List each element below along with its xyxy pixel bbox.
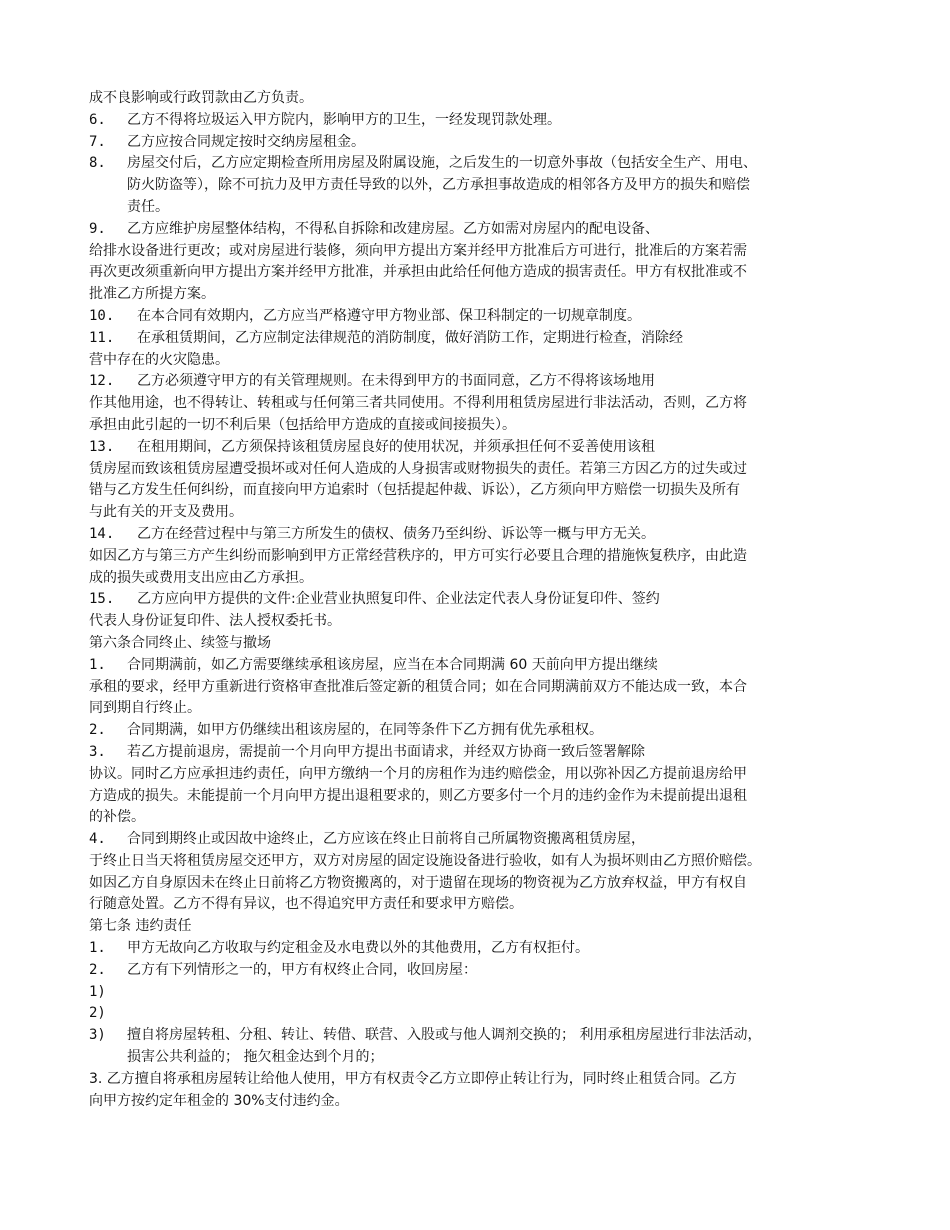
document-line bbox=[89, 393, 869, 415]
document-line bbox=[89, 1091, 869, 1113]
line-text: 在本合同有效期内，乙方应当严格遵守甲方物业部、保卫科制定的一切规章制度。 bbox=[137, 307, 641, 324]
line-text: 合同期满前，如乙方需要继续承租该房屋，应当在本合同期满 60 天前向甲方提出继续 bbox=[127, 656, 658, 673]
line-text: 3. 乙方擅自将承租房屋转让给他人使用，甲方有权责令乙方立即停止转让行为，同时终止租赁合同。乙方 bbox=[89, 1070, 737, 1087]
document-line bbox=[89, 894, 869, 916]
line-text: 如因乙方与第三方产生纠纷而影响到甲方正常经营秩序的，甲方可实行必要且合理的措施恢复秩序，由此造 bbox=[89, 547, 747, 564]
document-line bbox=[89, 589, 869, 611]
document-line bbox=[89, 655, 869, 677]
document-line bbox=[89, 611, 869, 633]
document-line bbox=[89, 415, 869, 437]
document-line bbox=[89, 284, 869, 306]
line-text: 于终止日当天将租赁房屋交还甲方，双方对房屋的固定设施设备进行验收，如有人为损坏则由乙方照价赔偿。 bbox=[89, 852, 761, 869]
item-number: 6. bbox=[89, 111, 106, 128]
item-number: 7. bbox=[89, 133, 106, 150]
line-text: 在承租赁期间，乙方应制定法律规范的消防制度，做好消防工作，定期进行检查，消除经 bbox=[137, 329, 683, 346]
line-text: 责任。 bbox=[127, 198, 169, 215]
item-number: 4. bbox=[89, 831, 106, 848]
item-number: 15. bbox=[89, 591, 115, 608]
document-line bbox=[89, 459, 869, 481]
item-number: 1. bbox=[89, 656, 106, 673]
line-text: 合同期满，如甲方仍继续出租该房屋的，在同等条件下乙方拥有优先承租权。 bbox=[127, 722, 603, 739]
document-line bbox=[89, 720, 869, 742]
document-line bbox=[89, 1003, 869, 1025]
line-text: 乙方在经营过程中与第三方所发生的债权、债务乃至纠纷、诉讼等一概与甲方无关。 bbox=[137, 525, 655, 542]
item-number: 13. bbox=[89, 438, 115, 455]
document-line bbox=[89, 524, 869, 546]
line-text: 若乙方提前退房，需提前一个月向甲方提出书面请求，并经双方协商一致后签署解除 bbox=[127, 743, 645, 760]
document-line bbox=[89, 1025, 869, 1047]
item-number: 9. bbox=[89, 220, 106, 237]
document-line bbox=[89, 437, 869, 459]
line-text: 作其他用途，也不得转让、转租或与任何第三者共同使用。不得利用租赁房屋进行非法活动，否则，乙方将 bbox=[89, 395, 747, 412]
line-text: 甲方无故向乙方收取与约定租金及水电费以外的其他费用，乙方有权拒付。 bbox=[127, 940, 589, 957]
document-line bbox=[89, 786, 869, 808]
line-text: 乙方应按合同规定按时交纳房屋租金。 bbox=[127, 133, 365, 150]
line-text: 房屋交付后，乙方应定期检查所用房屋及附属设施，之后发生的一切意外事故（包括安全生产、用电、 bbox=[127, 155, 757, 172]
item-number: 8. bbox=[89, 155, 106, 172]
line-text: 乙方不得将垃圾运入甲方院内，影响甲方的卫生，一经发现罚款处理。 bbox=[127, 111, 561, 128]
item-number: 10. bbox=[89, 307, 115, 324]
line-text: 代表人身份证复印件、法人授权委托书。 bbox=[89, 613, 341, 630]
document-line bbox=[89, 829, 869, 851]
line-text: 同到期自行终止。 bbox=[89, 700, 201, 717]
document-line bbox=[89, 480, 869, 502]
document-line bbox=[89, 328, 869, 350]
document-line bbox=[89, 197, 869, 219]
line-text: 擅自将房屋转租、分租、转让、转借、联营、入股或与他人调剂交换的； 利用承租房屋进行非法活动， bbox=[127, 1027, 762, 1044]
line-text: 行随意处置。乙方不得有异议，也不得追究甲方责任和要求甲方赔偿。 bbox=[89, 896, 523, 913]
document-page bbox=[89, 88, 869, 1112]
document-line bbox=[89, 175, 869, 197]
document-line bbox=[89, 502, 869, 524]
document-line bbox=[89, 350, 869, 372]
line-text: 与此有关的开支及费用。 bbox=[89, 504, 243, 521]
item-number: 1) bbox=[89, 983, 106, 1000]
item-number: 3. bbox=[89, 743, 106, 760]
document-line bbox=[89, 938, 869, 960]
document-line bbox=[89, 306, 869, 328]
document-line bbox=[89, 262, 869, 284]
line-text: 的补偿。 bbox=[89, 809, 145, 826]
document-line bbox=[89, 132, 869, 154]
document-line bbox=[89, 110, 869, 132]
document-line bbox=[89, 568, 869, 590]
line-text: 乙方应维护房屋整体结构，不得私自拆除和改建房屋。乙方如需对房屋内的配电设备、 bbox=[127, 220, 659, 237]
line-text: 给排水设备进行更改；或对房屋进行装修，须向甲方提出方案并经甲方批准后方可进行，批准后的方案若需 bbox=[89, 242, 747, 259]
line-text: 向甲方按约定年租金的 30%支付违约金。 bbox=[89, 1092, 349, 1109]
document-line bbox=[89, 546, 869, 568]
line-text: 协议。同时乙方应承担违约责任，向甲方缴纳一个月的房租作为违约赔偿金，用以弥补因乙方提前退房给甲 bbox=[89, 765, 747, 782]
document-line bbox=[89, 241, 869, 263]
document-line bbox=[89, 982, 869, 1004]
line-text: 成的损失或费用支出应由乙方承担。 bbox=[89, 569, 313, 586]
line-text: 承租的要求，经甲方重新进行资格审查批准后签定新的租赁合同；如在合同期满前双方不能达成一致，本合 bbox=[89, 678, 747, 695]
line-text: 合同到期终止或因故中途终止，乙方应该在终止日前将自己所属物资搬离租赁房屋， bbox=[127, 831, 645, 848]
line-text: 承担由此引起的一切不利后果（包括给甲方造成的直接或间接损失）。 bbox=[89, 416, 516, 433]
document-line bbox=[89, 633, 869, 655]
document-line bbox=[89, 153, 869, 175]
document-line bbox=[89, 371, 869, 393]
line-text: 防火防盗等），除不可抗力及甲方责任导致的以外，乙方承担事故造成的相邻各方及甲方的损失和赔偿 bbox=[127, 177, 750, 194]
line-text: 成不良影响或行政罚款由乙方负责。 bbox=[89, 90, 313, 106]
item-number: 3) bbox=[89, 1027, 106, 1044]
line-text: 错与乙方发生任何纠纷，而直接向甲方追索时（包括提起仲裁、诉讼），乙方须向甲方赔偿一切损失及所有 bbox=[89, 482, 740, 499]
document-line bbox=[89, 851, 869, 873]
document-line bbox=[89, 742, 869, 764]
line-text: 乙方有下列情形之一的，甲方有权终止合同，收回房屋： bbox=[127, 961, 477, 978]
item-number: 14. bbox=[89, 525, 115, 542]
document-line bbox=[89, 219, 869, 241]
line-text: 营中存在的火灾隐患。 bbox=[89, 351, 229, 368]
line-text: 在租用期间，乙方须保持该租赁房屋良好的使用状况，并须承担任何不妥善使用该租 bbox=[137, 438, 655, 455]
item-number: 2) bbox=[89, 1005, 106, 1022]
item-number: 12. bbox=[89, 373, 115, 390]
document-line bbox=[89, 807, 869, 829]
item-number: 1. bbox=[89, 940, 106, 957]
document-line bbox=[89, 764, 869, 786]
document-line bbox=[89, 960, 869, 982]
line-text: 赁房屋而致该租赁房屋遭受损坏或对任何人造成的人身损害或财物损失的责任。若第三方因乙方的过失或过 bbox=[89, 460, 747, 477]
document-line bbox=[89, 916, 869, 938]
document-line bbox=[89, 698, 869, 720]
line-text: 批准乙方所提方案。 bbox=[89, 286, 215, 303]
line-text: 第七条 违约责任 bbox=[89, 918, 192, 935]
line-text: 乙方必须遵守甲方的有关管理规则。在未得到甲方的书面同意，乙方不得将该场地用 bbox=[137, 373, 655, 390]
line-text: 如因乙方自身原因未在终止日前将乙方物资搬离的，对于遗留在现场的物资视为乙方放弃权益，甲方有权自 bbox=[89, 874, 747, 891]
item-number: 2. bbox=[89, 961, 106, 978]
document-line bbox=[89, 677, 869, 699]
item-number: 11. bbox=[89, 329, 115, 346]
document-line bbox=[89, 873, 869, 895]
document-line bbox=[89, 1047, 869, 1069]
line-text: 第六条合同终止、续签与撤场 bbox=[89, 634, 271, 651]
line-text: 乙方应向甲方提供的文件:企业营业执照复印件、企业法定代表人身份证复印件、签约 bbox=[137, 591, 660, 608]
line-text: 方造成的损失。未能提前一个月向甲方提出退租要求的，则乙方要多付一个月的违约金作为未提前提出退租 bbox=[89, 787, 747, 804]
line-text: 损害公共利益的； 拖欠租金达到个月的； bbox=[127, 1049, 384, 1066]
document-line bbox=[89, 1069, 869, 1091]
document-line bbox=[89, 88, 869, 110]
line-text: 再次更改须重新向甲方提出方案并经甲方批准，并承担由此给任何他方造成的损害责任。甲方有权批准或不 bbox=[89, 264, 747, 281]
item-number: 2. bbox=[89, 722, 106, 739]
